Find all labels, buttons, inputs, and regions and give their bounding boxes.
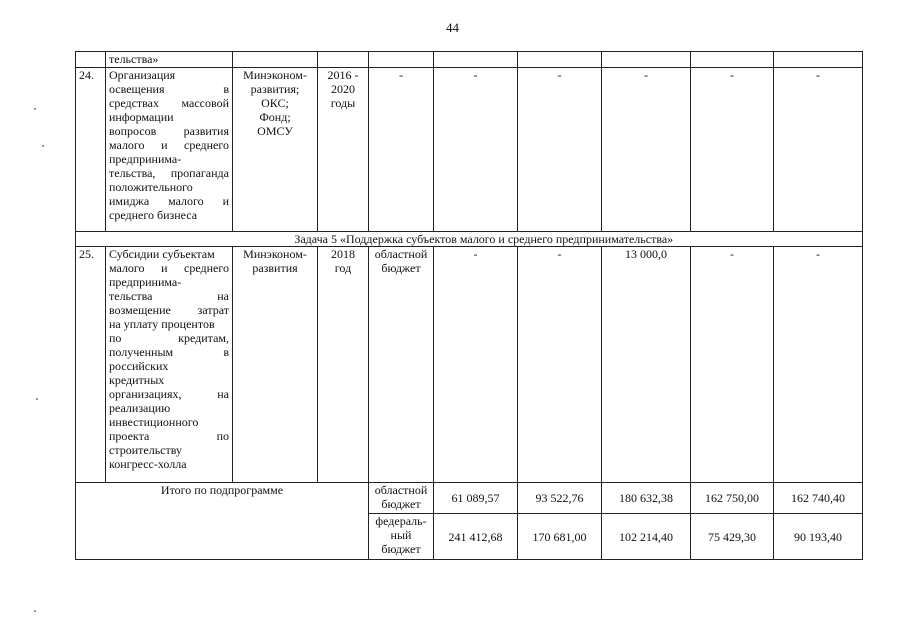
total-value: 93 522,76 <box>518 483 602 514</box>
task-heading: Задача 5 «Поддержка субъектов малого и среднего предпринимательства» <box>106 232 863 247</box>
item-number: 25. <box>76 247 106 483</box>
total-value: 162 750,00 <box>691 483 774 514</box>
total-funding-source: федераль- ный бюджет <box>369 514 434 560</box>
item-value: - <box>774 68 863 232</box>
item-value: - <box>434 68 518 232</box>
scan-mark <box>34 108 36 110</box>
total-value: 61 089,57 <box>434 483 518 514</box>
item-period: 2016 - 2020 годы <box>318 68 369 232</box>
item-value: - <box>691 68 774 232</box>
item-executor: Минэконом- развития <box>233 247 318 483</box>
total-value: 241 412,68 <box>434 514 518 560</box>
item-value: 13 000,0 <box>602 247 691 483</box>
item-funding-source: - <box>369 68 434 232</box>
item-value: - <box>602 68 691 232</box>
scan-mark <box>36 398 38 400</box>
item-executor: Минэконом- развития; ОКС; Фонд; ОМСУ <box>233 68 318 232</box>
item-value: - <box>434 247 518 483</box>
table-row-task-heading <box>76 232 863 247</box>
budget-table <box>75 51 863 560</box>
total-value: 170 681,00 <box>518 514 602 560</box>
item-value: - <box>518 68 602 232</box>
table-row-total-regional <box>76 483 863 514</box>
item-number: 24. <box>76 68 106 232</box>
continuation-text: тельства» <box>106 52 233 68</box>
scan-mark <box>42 145 44 147</box>
page-number: 44 <box>446 20 459 35</box>
total-value: 90 193,40 <box>774 514 863 560</box>
scan-mark <box>34 610 36 612</box>
item-period: 2018 год <box>318 247 369 483</box>
table-row-continuation <box>76 52 863 68</box>
item-value: - <box>691 247 774 483</box>
total-value: 180 632,38 <box>602 483 691 514</box>
total-label: Итого по подпрограмме <box>76 483 369 560</box>
total-funding-source: областной бюджет <box>369 483 434 514</box>
item-description: Субсидии субъектам малого и среднего предпринима- тельства на возмещение затрат на уплату процентов по кредитам, полученным в российских кредитных организациях, на реализацию инвестиционного проекта по строительству конгресс-холла <box>106 247 233 483</box>
total-value: 75 429,30 <box>691 514 774 560</box>
total-value: 102 214,40 <box>602 514 691 560</box>
table-row-item-25 <box>76 247 863 483</box>
item-value: - <box>774 247 863 483</box>
table-row-item-24 <box>76 68 863 232</box>
item-value: - <box>518 247 602 483</box>
item-funding-source: областной бюджет <box>369 247 434 483</box>
total-value: 162 740,40 <box>774 483 863 514</box>
item-description: Организация освещения в средствах массовой информации вопросов развития малого и среднего предпринима- тельства, пропаганда положительного имиджа малого и среднего бизнеса <box>106 68 233 232</box>
